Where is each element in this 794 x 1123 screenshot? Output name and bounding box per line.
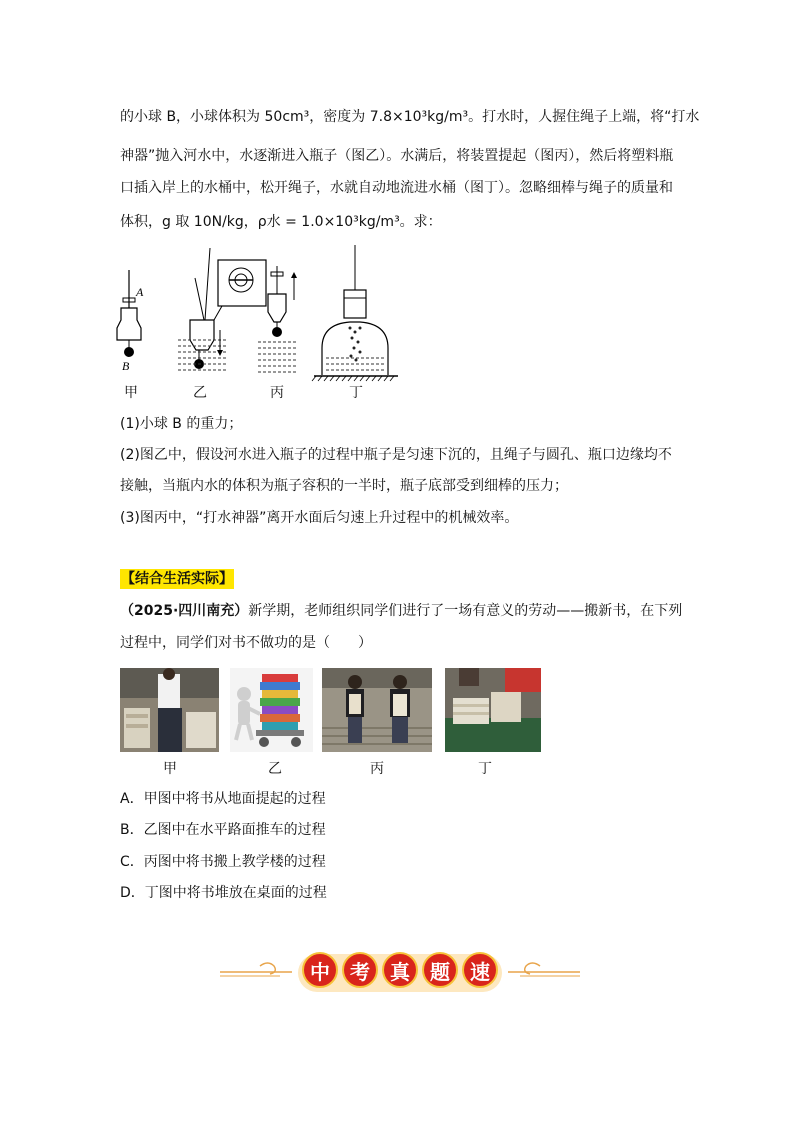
fig-caption-jia: 甲 <box>124 385 138 401</box>
photo-caption-ding: 丁 <box>478 761 492 777</box>
problem-line-4: 体积，g 取 10N/kg，ρ水 = 1.0×10³kg/m³。求： <box>120 214 442 230</box>
banner-char-1: 中 <box>302 952 338 988</box>
fig-caption-yi: 乙 <box>193 385 207 401</box>
option-d[interactable]: D．丁图中将书堆放在桌面的过程 <box>120 885 327 901</box>
question-source: （2025·四川南充） <box>120 603 249 619</box>
option-c[interactable]: C．丙图中将书搬上教学楼的过程 <box>120 854 326 870</box>
label-a: A <box>136 285 144 299</box>
section-tag: 【结合生活实际】 <box>121 571 233 587</box>
banner-char-2: 考 <box>342 952 378 988</box>
question-stem-line-2: 过程中，同学们对书不做功的是（ ） <box>120 635 372 651</box>
question-stem-text: 新学期，老师组织同学们进行了一场有意义的劳动——搬新书，在下列 <box>248 603 683 619</box>
question-1: (1)小球 B 的重力； <box>120 416 243 432</box>
water-device-diagram <box>110 240 410 385</box>
photo-caption-bing: 丙 <box>370 761 384 777</box>
photo-caption-jia: 甲 <box>163 761 177 777</box>
option-a[interactable]: A．甲图中将书从地面提起的过程 <box>120 791 326 807</box>
photo-bing <box>322 668 432 752</box>
option-b[interactable]: B．乙图中在水平路面推车的过程 <box>120 822 326 838</box>
fig-caption-ding: 丁 <box>349 385 363 401</box>
problem-line-2: 神器”抛入河水中，水逐渐进入瓶子（图乙）。水满后，将装置提起（图丙），然后将塑料瓶 <box>120 148 674 164</box>
photo-caption-yi: 乙 <box>268 761 282 777</box>
label-b: B <box>122 359 130 373</box>
question-2-line-2: 接触，当瓶内水的体积为瓶子容积的一半时，瓶子底部受到细棒的压力； <box>120 478 568 494</box>
panel-jia <box>117 270 144 373</box>
section-banner <box>220 952 580 994</box>
banner-char-5: 速 <box>462 952 498 988</box>
panel-yi <box>178 248 266 370</box>
banner-char-4: 题 <box>422 952 458 988</box>
panel-ding <box>312 245 398 381</box>
question-3: (3)图丙中，“打水神器”离开水面后匀速上升过程中的机械效率。 <box>120 510 519 526</box>
photo-yi <box>230 668 313 752</box>
banner-char-3: 真 <box>382 952 418 988</box>
question-stem-line-1 <box>120 601 682 621</box>
problem-line-3: 口插入岸上的水桶中，松开绳子，水就自动地流进水桶（图丁）。忽略细棒与绳子的质量和 <box>120 180 673 196</box>
fig-caption-bing: 丙 <box>270 385 284 401</box>
photo-ding <box>445 668 541 752</box>
photo-jia <box>120 668 219 752</box>
problem-line-1: 的小球 B，小球体积为 50cm³，密度为 7.8×10³kg/m³。打水时，人握住绳子上端，将“打水 <box>120 109 700 125</box>
question-2-line-1: (2)图乙中，假设河水进入瓶子的过程中瓶子是匀速下沉的，且绳子与圆孔、瓶口边缘均不 <box>120 447 672 463</box>
